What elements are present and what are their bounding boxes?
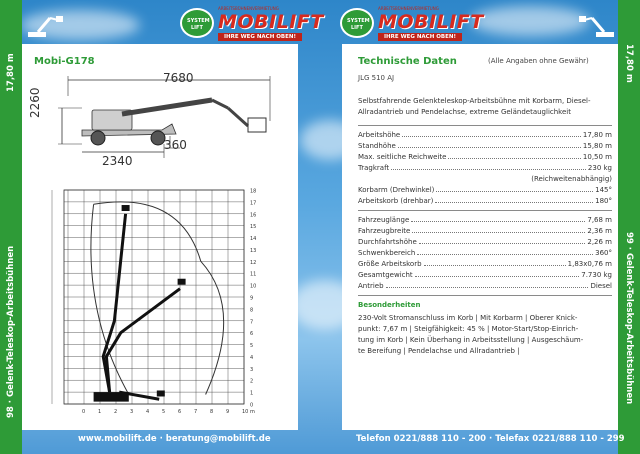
right-spine bbox=[618, 0, 640, 454]
dot-leader bbox=[436, 191, 593, 192]
y-tick-label: 4 bbox=[250, 354, 254, 361]
y-tick-label: 6 bbox=[250, 331, 254, 338]
spec-value: 17,80 m bbox=[582, 131, 612, 139]
spec-label: Antrieb bbox=[358, 282, 384, 290]
dot-leader bbox=[398, 147, 581, 148]
spec-label: Standhöhe bbox=[358, 142, 396, 150]
spec-value: 2,26 m bbox=[587, 238, 612, 246]
spec-label: Fahrzeuglänge bbox=[358, 216, 410, 224]
y-tick-label: 8 bbox=[250, 307, 254, 314]
dot-leader bbox=[391, 169, 586, 170]
right-page bbox=[342, 44, 618, 430]
basket bbox=[122, 205, 130, 211]
x-tick-label: 9 bbox=[226, 409, 230, 415]
features-text: 230-Volt Stromanschluss im Korb | Mit Korbarm | Oberer Knick- punkt: 7,67 m | Steigfähigkeit: 45 % | Motor-Start/Stop-Einrich- tung im Korb | Kein Überhang in Arbeitsstellung | Ausgeschäum- te Bereifung | Pendelachse und Allradantrieb | bbox=[358, 314, 584, 355]
x-tick-label: 6 bbox=[178, 409, 182, 415]
spec-label: Arbeitskorb (drehbar) bbox=[358, 197, 434, 205]
y-tick-label: 13 bbox=[250, 247, 257, 254]
spec-row bbox=[358, 163, 612, 174]
spec-group-dimensions bbox=[358, 215, 612, 292]
spec-label: Fahrzeugbreite bbox=[358, 227, 411, 235]
spec-block bbox=[358, 122, 612, 357]
system-lift-badge: SYSTEM LIFT bbox=[340, 8, 374, 38]
x-tick-label: 1 bbox=[98, 409, 102, 415]
lift-corner-icon bbox=[578, 10, 616, 40]
y-tick-label: 0 bbox=[250, 402, 254, 409]
side-view-drawing bbox=[22, 66, 298, 166]
spec-row bbox=[358, 248, 612, 259]
x-tick-label: 8 bbox=[210, 409, 214, 415]
left-spine-category: 98 · Gelenk-Teleskop-Arbeitsbühnen bbox=[6, 245, 16, 418]
spec-row bbox=[358, 185, 612, 196]
chassis bbox=[94, 392, 129, 402]
spec-row bbox=[358, 130, 612, 141]
system-lift-badge: SYSTEM LIFT bbox=[180, 8, 214, 38]
x-tick-label: 3 bbox=[130, 409, 134, 415]
spec-group-rotation bbox=[358, 185, 612, 207]
dot-leader bbox=[412, 232, 585, 233]
spec-label: Schwenkbereich bbox=[358, 249, 416, 257]
footer-web-email[interactable]: www.mobilift.de · beratung@mobilift.de bbox=[78, 434, 271, 444]
spec-row bbox=[358, 281, 612, 292]
reach-envelope bbox=[94, 202, 224, 395]
y-tick-label: 1 bbox=[250, 390, 254, 397]
spec-value: Diesel bbox=[590, 282, 612, 290]
tech-data-title: Technische Daten bbox=[358, 56, 457, 67]
y-tick-label: 18 bbox=[250, 188, 257, 195]
spec-value: 7.730 kg bbox=[581, 271, 612, 279]
spec-group-performance bbox=[358, 130, 612, 174]
mobilift-logo: SYSTEM LIFT ARBEITSBÜHNENVERMIETUNG MOBILIFT IHRE WEG NACH OBEN! bbox=[180, 6, 310, 42]
spec-value: 1,83x0,76 m bbox=[567, 260, 612, 268]
dot-leader bbox=[419, 243, 586, 244]
spec-row bbox=[358, 141, 612, 152]
length-dimension: 7680 bbox=[163, 71, 194, 85]
lift-corner-icon bbox=[26, 10, 64, 40]
dot-leader bbox=[417, 254, 593, 255]
right-spine-category: 99 · Gelenk-Teleskop-Arbeitsbühnen bbox=[624, 232, 634, 405]
y-tick-label: 14 bbox=[250, 236, 257, 243]
spec-row bbox=[358, 226, 612, 237]
left-spine bbox=[0, 0, 22, 454]
spec-value: 10,50 m bbox=[582, 153, 612, 161]
dot-leader bbox=[411, 221, 585, 222]
spec-value: 145° bbox=[595, 186, 612, 194]
divider bbox=[358, 125, 612, 126]
dot-leader bbox=[415, 276, 580, 277]
spec-label: Gesamtgewicht bbox=[358, 271, 413, 279]
y-tick-label: 12 bbox=[250, 259, 257, 266]
y-tick-label: 15 bbox=[250, 224, 257, 231]
dot-leader bbox=[386, 287, 589, 288]
spec-row bbox=[358, 237, 612, 248]
x-tick-label: 7 bbox=[194, 409, 198, 415]
x-tick-label: 5 bbox=[162, 409, 166, 415]
spec-row bbox=[358, 196, 612, 207]
cloud bbox=[470, 6, 590, 36]
y-tick-label: 7 bbox=[250, 319, 254, 326]
y-tick-label: 9 bbox=[250, 295, 254, 302]
divider bbox=[358, 210, 612, 211]
features-title: Besonderheiten bbox=[358, 301, 421, 309]
wheelbase-dimension: 2340 bbox=[102, 154, 133, 168]
height-dimension: 2260 bbox=[28, 87, 42, 118]
y-tick-label: 5 bbox=[250, 343, 254, 350]
dot-leader bbox=[424, 265, 566, 266]
mobilift-logo: SYSTEM LIFT ARBEITSBÜHNENVERMIETUNG MOBILIFT IHRE WEG NACH OBEN! bbox=[340, 6, 470, 42]
x-tick-label: 4 bbox=[146, 409, 150, 415]
clearance-dimension: 360 bbox=[164, 138, 187, 152]
divider bbox=[358, 295, 612, 296]
left-page bbox=[22, 44, 298, 430]
spec-row bbox=[358, 270, 612, 281]
working-range-diagram bbox=[22, 184, 298, 430]
description: Selbstfahrende Gelenkteleskop-Arbeitsbühne mit Korbarm, Diesel-Allradantrieb und Pendelachse, extreme Geländetauglichkeit bbox=[358, 97, 591, 116]
disclaimer-note: (Alle Angaben ohne Gewähr) bbox=[488, 57, 589, 65]
dot-leader bbox=[448, 158, 581, 159]
x-tick-label: 0 bbox=[82, 409, 86, 415]
spec-label: Arbeitshöhe bbox=[358, 131, 401, 139]
y-tick-label: 2 bbox=[250, 378, 254, 385]
y-tick-label: 10 bbox=[250, 283, 257, 290]
spec-value: 7,68 m bbox=[587, 216, 612, 224]
spec-value: 360° bbox=[595, 249, 612, 257]
spec-value: 2,36 m bbox=[587, 227, 612, 235]
load-note: (Reichweitenabhängig) bbox=[531, 175, 612, 183]
left-spine-height: 17,80 m bbox=[6, 53, 16, 92]
spec-label: Durchfahrtshöhe bbox=[358, 238, 417, 246]
spec-row bbox=[358, 152, 612, 163]
spec-value: 180° bbox=[595, 197, 612, 205]
spec-row bbox=[358, 259, 612, 270]
dot-leader bbox=[435, 202, 593, 203]
spec-label: Max. seitliche Reichweite bbox=[358, 153, 447, 161]
spec-label: Korbarm (Drehwinkel) bbox=[358, 186, 435, 194]
y-tick-label: 16 bbox=[250, 212, 257, 219]
model-title: Mobi-G178 bbox=[34, 56, 95, 67]
basket bbox=[157, 390, 165, 396]
spec-value: 15,80 m bbox=[582, 142, 612, 150]
footer-phone-fax: Telefon 0221/888 110 - 200 · Telefax 0221/888 110 - 299 bbox=[356, 434, 625, 444]
x-tick-label: 10 m bbox=[242, 409, 255, 415]
spec-label: Tragkraft bbox=[358, 164, 390, 172]
spec-value: 230 kg bbox=[587, 164, 612, 172]
y-tick-label: 17 bbox=[250, 200, 257, 207]
basket bbox=[178, 279, 186, 285]
spec-label: Größe Arbeitskorb bbox=[358, 260, 422, 268]
dot-leader bbox=[402, 136, 581, 137]
y-tick-label: 3 bbox=[250, 366, 254, 373]
y-tick-label: 11 bbox=[250, 271, 257, 278]
spec-row bbox=[358, 215, 612, 226]
model-name: JLG 510 AJ bbox=[358, 74, 395, 82]
right-spine-height: 17,80 m bbox=[624, 44, 634, 83]
x-tick-label: 2 bbox=[114, 409, 118, 415]
